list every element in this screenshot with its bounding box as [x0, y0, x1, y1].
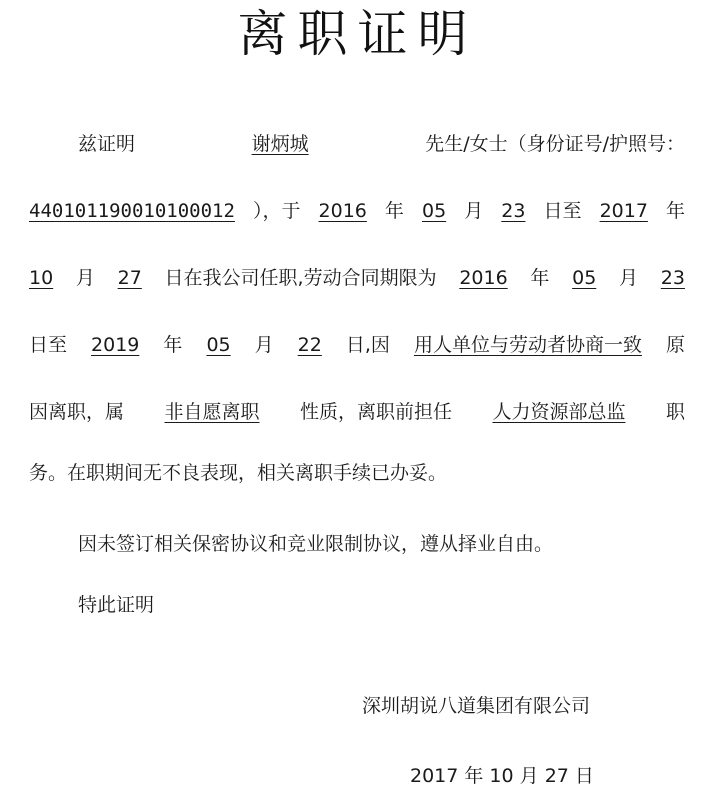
employment-start-day: 23 — [501, 200, 526, 222]
id-close-text: ），于 — [252, 200, 301, 222]
contract-end-year: 2019 — [91, 334, 140, 356]
employee-name: 谢炳城 — [251, 133, 309, 155]
certification-closing: 特此证明 — [78, 594, 155, 616]
position-intro-text: 性质，离职前担任 — [299, 401, 452, 423]
employment-start-month: 05 — [421, 200, 447, 222]
nature-intro-text: 因离职，属 — [29, 401, 125, 423]
reason-suffix-text: 原 — [665, 334, 685, 356]
month-char: 月 — [75, 267, 95, 289]
year-char: 年 — [530, 267, 550, 289]
day-to-text: 日至 — [29, 334, 68, 356]
employment-end-year: 2017 — [599, 200, 648, 222]
contract-start-day: 23 — [660, 267, 685, 289]
body-line-2 — [29, 197, 685, 225]
issue-date: 2017 年 10 月 27 日 — [410, 765, 594, 787]
contract-start-month: 05 — [572, 267, 597, 289]
resignation-nature: 非自愿离职 — [164, 401, 260, 423]
company-name: 深圳胡说八道集团有限公司 — [362, 695, 591, 717]
document-title: 离职证明 — [237, 5, 478, 63]
year-char: 年 — [163, 334, 183, 356]
contract-start-year: 2016 — [459, 267, 508, 289]
contract-end-month: 05 — [206, 334, 231, 356]
title-and-id-label: 先生/女士（身份证号/护照号： — [425, 133, 685, 155]
certify-prefix: 兹证明 — [78, 133, 136, 155]
position-suffix-text: 职 — [665, 401, 685, 423]
resignation-reason: 用人单位与劳动者协商一致 — [413, 334, 642, 356]
month-char: 月 — [254, 334, 274, 356]
job-position: 人力资源部总监 — [492, 401, 626, 423]
employment-end-month: 10 — [29, 267, 54, 289]
year-char: 年 — [665, 200, 685, 222]
body-line-4 — [29, 331, 685, 359]
employment-end-day: 27 — [117, 267, 142, 289]
body-line-5 — [29, 398, 685, 426]
contract-period-text: 日在我公司任职,劳动合同期限为 — [164, 267, 437, 289]
month-char: 月 — [619, 267, 639, 289]
confidentiality-statement: 因未签订相关保密协议和竞业限制协议，遵从择业自由。 — [78, 533, 554, 555]
contract-end-day: 22 — [297, 334, 322, 356]
body-line-1 — [78, 130, 685, 158]
body-line-3 — [29, 264, 685, 292]
body-line-6: 务。在职期间无不良表现，相关离职手续已办妥。 — [29, 462, 448, 484]
year-char: 年 — [384, 200, 404, 222]
month-char: 月 — [464, 200, 484, 222]
reason-intro-text: 日,因 — [345, 334, 390, 356]
day-to-text: 日至 — [543, 200, 582, 222]
employment-start-year: 2016 — [318, 200, 367, 222]
id-number: 440101190010100012 — [29, 200, 235, 222]
